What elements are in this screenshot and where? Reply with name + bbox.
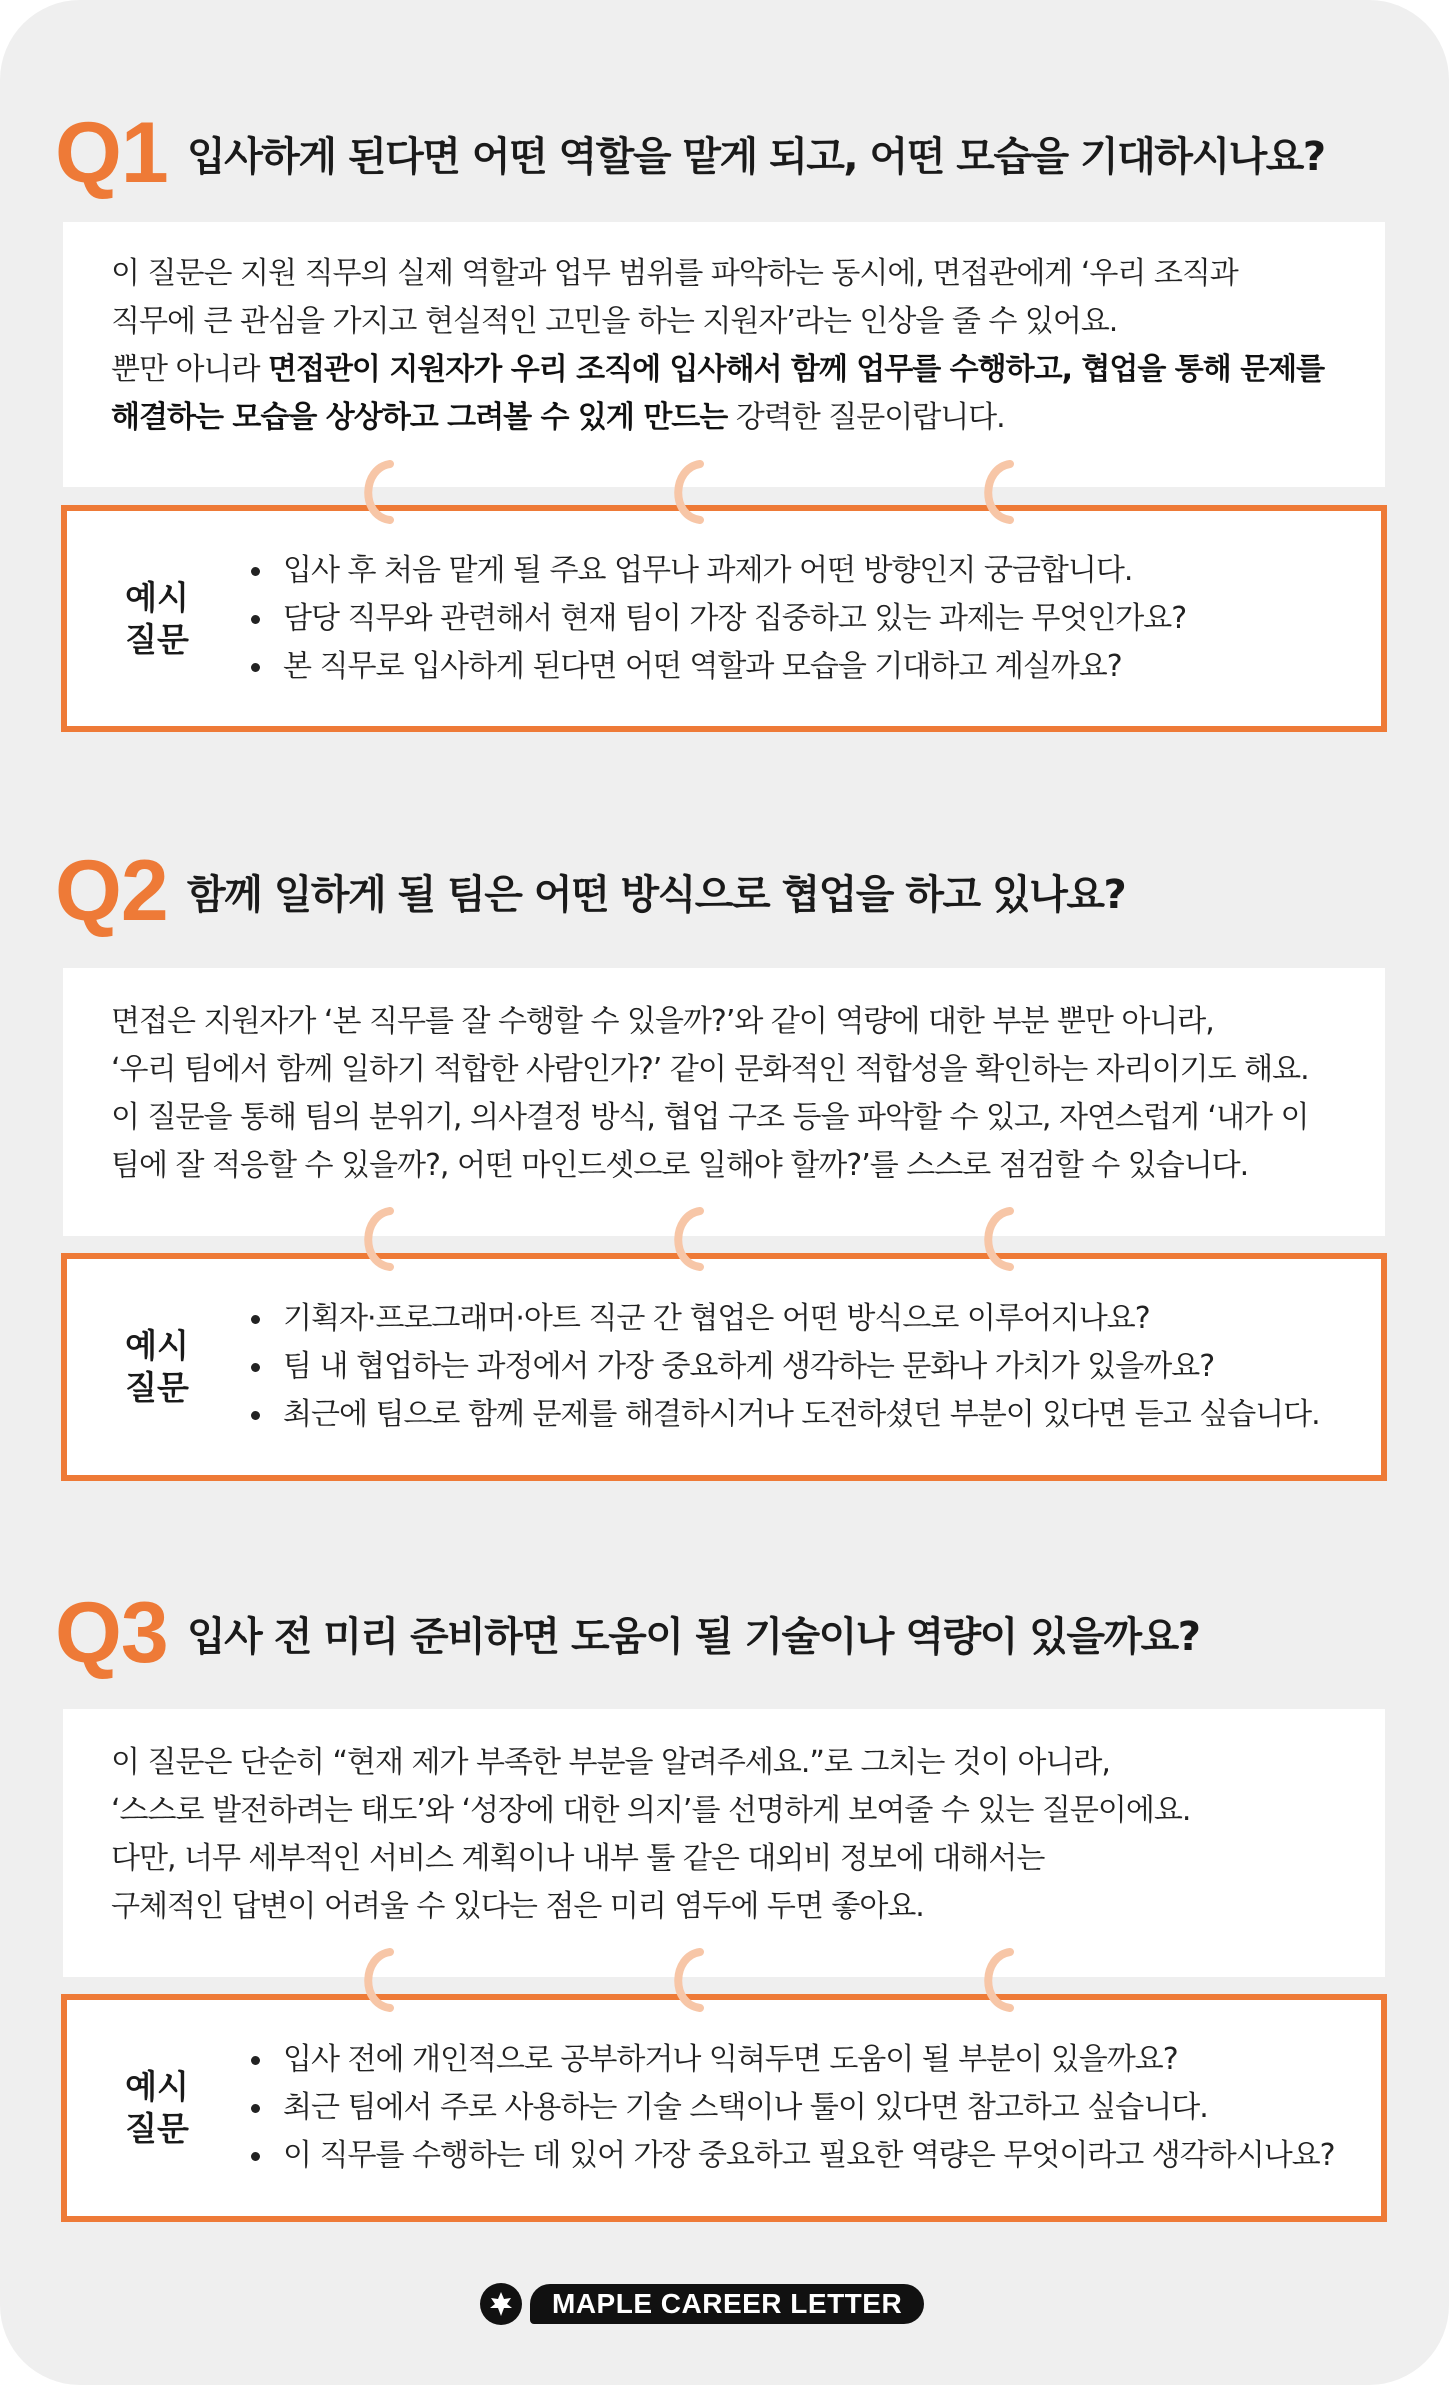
- example-item: 입사 후 처음 맡게 될 주요 업무나 과제가 어떤 방향인지 궁금합니다.: [247, 547, 1186, 595]
- q2-example-list: [247, 1295, 1320, 1439]
- q3-description: [63, 1709, 1385, 1977]
- q3-example-box: [61, 1994, 1387, 2222]
- q2-body-line: ‘우리 팀에서 함께 일하기 적합한 사람인가?’ 같이 문화적인 적합성을 확인하는 자리이기도 해요.: [111, 1052, 1309, 1087]
- example-label-line: 예시: [125, 577, 189, 617]
- q3-body-line: ‘스스로 발전하려는 태도’와 ‘성장에 대한 의지’를 선명하게 보여줄 수 있는 질문이에요.: [111, 1793, 1191, 1828]
- q1-body-emphasis: 면접관이 지원자가 우리 조직에 입사해서 함께 업무를 수행하고, 협업을 통해 문제를: [267, 352, 1325, 387]
- q3-example-list: [247, 2036, 1335, 2180]
- q1-example-list: [247, 547, 1186, 691]
- q1-body-text: 뿐만 아니라: [111, 352, 268, 387]
- q2-title: 함께 일하게 될 팀은 어떤 방식으로 협업을 하고 있나요?: [187, 871, 1126, 918]
- q3-title: 입사 전 미리 준비하면 도움이 될 기술이나 역량이 있을까요?: [187, 1613, 1200, 1660]
- maple-leaf-icon: [480, 2283, 522, 2325]
- q2-body-line: 팀에 잘 적응할 수 있을까?, 어떤 마인드셋으로 일해야 할까?’를 스스로 점검할 수 있습니다.: [111, 1148, 1249, 1183]
- q1-title: 입사하게 된다면 어떤 역할을 맡게 되고, 어떤 모습을 기대하시나요?: [187, 133, 1325, 180]
- q2-body-line: 면접은 지원자가 ‘본 직무를 잘 수행할 수 있을까?’와 같이 역량에 대한 부분 뿐만 아니라,: [111, 1004, 1214, 1039]
- q2-example-box: [61, 1253, 1387, 1481]
- q3-number: Q3: [55, 1585, 168, 1681]
- q1-description: [63, 222, 1385, 487]
- q1-header: [55, 105, 1325, 201]
- q2-header: [55, 843, 1126, 939]
- q1-body-line: 직무에 큰 관심을 가지고 현실적인 고민을 하는 지원자’라는 인상을 줄 수 있어요.: [111, 304, 1118, 339]
- q3-body-line: 구체적인 답변이 어려울 수 있다는 점은 미리 염두에 두면 좋아요.: [111, 1889, 924, 1924]
- q2-body-line: 이 질문을 통해 팀의 분위기, 의사결정 방식, 협업 구조 등을 파악할 수 있고, 자연스럽게 ‘내가 이: [111, 1100, 1309, 1135]
- binder-ring-icon: [972, 460, 1018, 524]
- example-item: 이 직무를 수행하는 데 있어 가장 중요하고 필요한 역량은 무엇이라고 생각하시나요?: [247, 2132, 1335, 2180]
- q1-body-line: 이 질문은 지원 직무의 실제 역할과 업무 범위를 파악하는 동시에, 면접관에게 ‘우리 조직과: [111, 256, 1238, 291]
- example-label: [67, 1325, 247, 1409]
- binder-ring-icon: [662, 460, 708, 524]
- example-label-line: 예시: [125, 1326, 189, 1365]
- example-label: [67, 577, 247, 661]
- example-item: 팀 내 협업하는 과정에서 가장 중요하게 생각하는 문화나 가치가 있을까요?: [247, 1343, 1320, 1391]
- q2-number: Q2: [55, 843, 168, 939]
- example-label-line: 질문: [125, 619, 189, 659]
- example-label-line: 예시: [125, 2067, 189, 2106]
- binder-ring-icon: [972, 1207, 1018, 1271]
- q1-number: Q1: [55, 105, 168, 201]
- example-label-line: 질문: [125, 1368, 189, 1407]
- q1-body-line: [111, 394, 1337, 442]
- q1-body-text: 강력한 질문이랍니다.: [727, 400, 1005, 435]
- q2-description: [63, 968, 1385, 1236]
- example-item: 본 직무로 입사하게 된다면 어떤 역할과 모습을 기대하고 계실까요?: [247, 643, 1186, 691]
- q3-body-line: 이 질문은 단순히 “현재 제가 부족한 부분을 알려주세요.”로 그치는 것이 아니라,: [111, 1745, 1110, 1780]
- q3-header: [55, 1585, 1200, 1681]
- footer-brand: [480, 2283, 924, 2325]
- example-label: [67, 2066, 247, 2150]
- binder-ring-icon: [662, 1207, 708, 1271]
- q1-example-box: [61, 505, 1387, 732]
- example-label-line: 질문: [125, 2109, 189, 2148]
- q3-body-line: 다만, 너무 세부적인 서비스 계획이나 내부 툴 같은 대외비 정보에 대해서는: [111, 1841, 1045, 1876]
- binder-ring-icon: [352, 460, 398, 524]
- example-item: 최근에 팀으로 함께 문제를 해결하시거나 도전하셨던 부분이 있다면 듣고 싶습니다.: [247, 1391, 1320, 1439]
- binder-ring-icon: [662, 1948, 708, 2012]
- binder-ring-icon: [972, 1948, 1018, 2012]
- example-item: 기획자·프로그래머·아트 직군 간 협업은 어떤 방식으로 이루어지나요?: [247, 1295, 1320, 1343]
- binder-ring-icon: [352, 1948, 398, 2012]
- example-item: 담당 직무와 관련해서 현재 팀이 가장 집중하고 있는 과제는 무엇인가요?: [247, 595, 1186, 643]
- brand-label: MAPLE CAREER LETTER: [530, 2284, 924, 2324]
- q1-body-emphasis: 해결하는 모습을 상상하고 그려볼 수 있게 만드는: [111, 400, 728, 435]
- q1-body-line: [111, 346, 1337, 394]
- example-item: 입사 전에 개인적으로 공부하거나 익혀두면 도움이 될 부분이 있을까요?: [247, 2036, 1335, 2084]
- example-item: 최근 팀에서 주로 사용하는 기술 스택이나 툴이 있다면 참고하고 싶습니다.: [247, 2084, 1335, 2132]
- binder-ring-icon: [352, 1207, 398, 1271]
